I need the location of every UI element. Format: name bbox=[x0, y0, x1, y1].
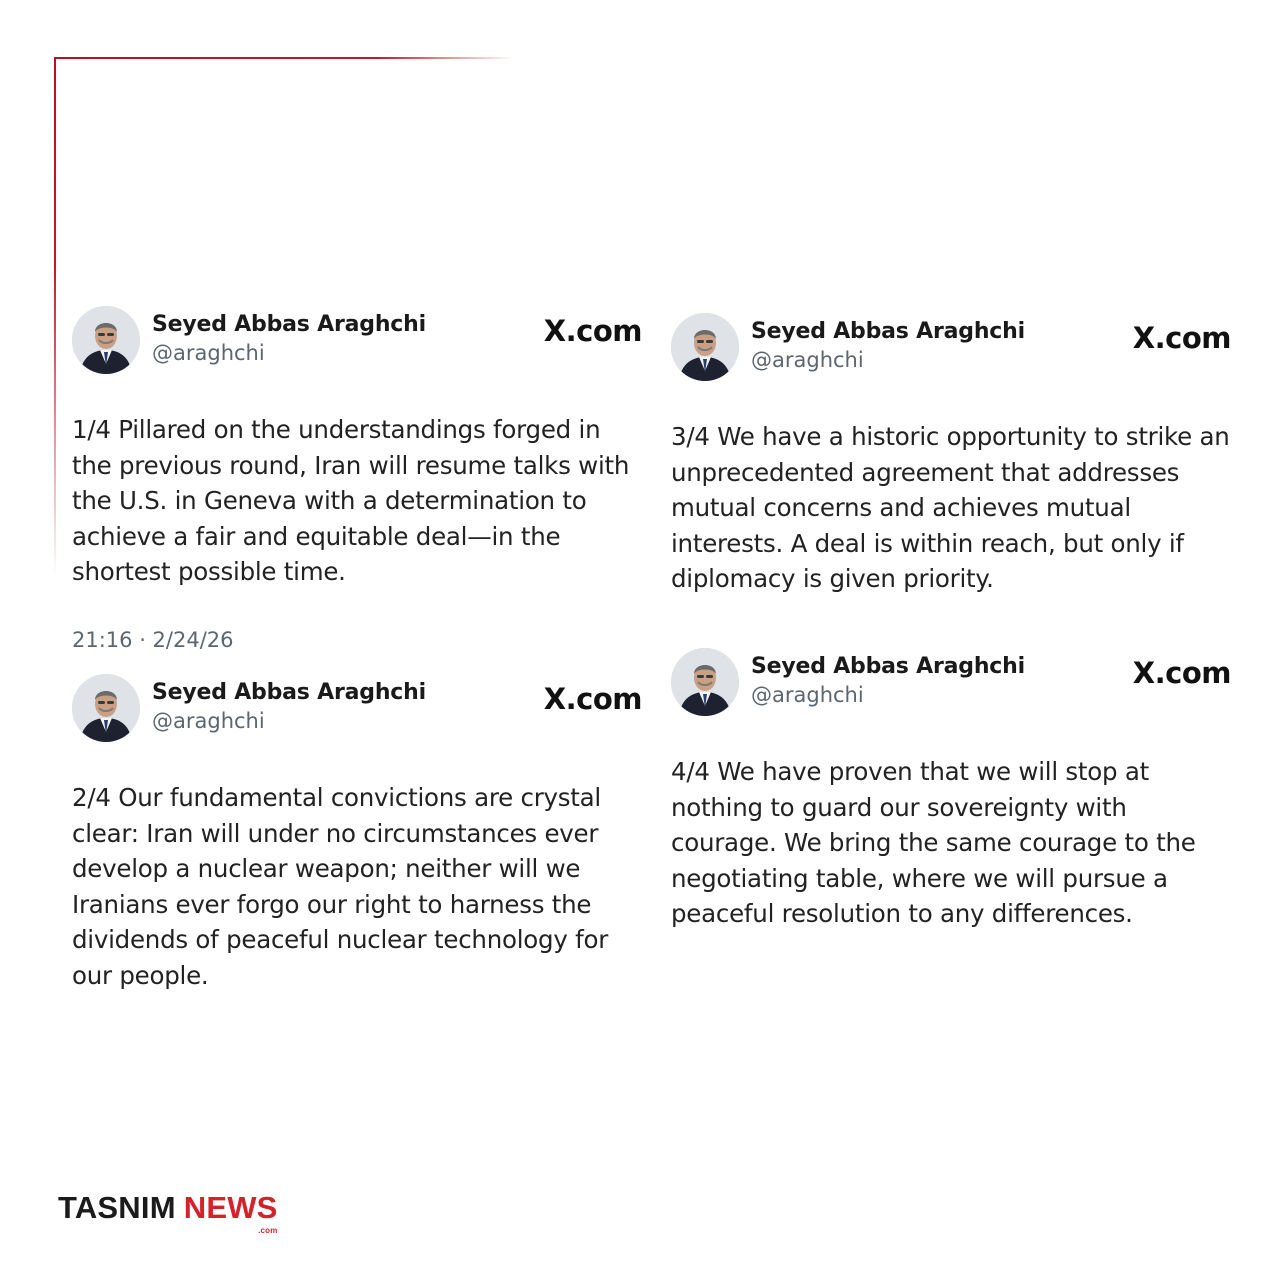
avatar[interactable] bbox=[72, 674, 140, 742]
tweet-header bbox=[72, 674, 642, 746]
tweet-text: 4/4 We have proven that we will stop at nothing to guard our sovereignty with courage. We bring the same courage to the negotiating table, where we will pursue a peaceful resolution to any differences. bbox=[671, 757, 1196, 929]
frame-accent-top bbox=[54, 57, 514, 59]
author-name[interactable]: Seyed Abbas Araghchi bbox=[152, 680, 426, 705]
source-label: X.com bbox=[543, 314, 642, 348]
tweet-card-3 bbox=[671, 313, 1231, 597]
tweet-card-1 bbox=[72, 306, 642, 590]
author-name[interactable]: Seyed Abbas Araghchi bbox=[751, 319, 1025, 344]
author-handle[interactable]: @araghchi bbox=[751, 348, 864, 372]
profile-photo-icon bbox=[72, 306, 140, 374]
author-handle[interactable]: @araghchi bbox=[152, 709, 265, 733]
author-handle[interactable]: @araghchi bbox=[152, 341, 265, 365]
profile-photo-icon bbox=[671, 648, 739, 716]
profile-photo-icon bbox=[72, 674, 140, 742]
profile-photo-icon bbox=[671, 313, 739, 381]
author-handle[interactable]: @araghchi bbox=[751, 683, 864, 707]
tweet-text: 3/4 We have a historic opportunity to strike an unprecedented agreement that addresses mutual concerns and achieves mutual interests. A deal is within reach, but only if diplomacy is given priority. bbox=[671, 422, 1230, 594]
brand-secondary-text: NEWS bbox=[183, 1190, 278, 1225]
avatar[interactable] bbox=[72, 306, 140, 374]
source-label: X.com bbox=[1132, 321, 1231, 355]
tweet-card-2 bbox=[72, 674, 642, 994]
avatar[interactable] bbox=[671, 313, 739, 381]
tweet-text: 1/4 Pillared on the understandings forged in the previous round, Iran will resume talks with the U.S. in Geneva with a determination to achieve a fair and equitable deal—in the shortest possible time. bbox=[72, 415, 630, 587]
tweet-header bbox=[671, 648, 1231, 720]
author-name[interactable]: Seyed Abbas Araghchi bbox=[751, 654, 1025, 679]
tweet-header bbox=[671, 313, 1231, 385]
brand-primary: TASNIM bbox=[58, 1190, 176, 1225]
tweet-text: 2/4 Our fundamental convictions are crystal clear: Iran will under no circumstances ever develop a nuclear weapon; neither will we Iranians ever forgo our right to harness the dividends of peaceful nuclear technology for our people. bbox=[72, 783, 609, 990]
brand-suffix: .com bbox=[258, 1226, 278, 1235]
author-name[interactable]: Seyed Abbas Araghchi bbox=[152, 312, 426, 337]
brand-secondary bbox=[183, 1190, 278, 1235]
frame-accent-left bbox=[54, 57, 56, 577]
avatar[interactable] bbox=[671, 648, 739, 716]
tasnim-news-logo bbox=[58, 1190, 278, 1235]
tweet-card-4 bbox=[671, 648, 1231, 932]
source-label: X.com bbox=[543, 682, 642, 716]
tweet-timestamp[interactable]: 21:16 · 2/24/26 bbox=[72, 628, 234, 652]
tweet-header bbox=[72, 306, 642, 378]
source-label: X.com bbox=[1132, 656, 1231, 690]
